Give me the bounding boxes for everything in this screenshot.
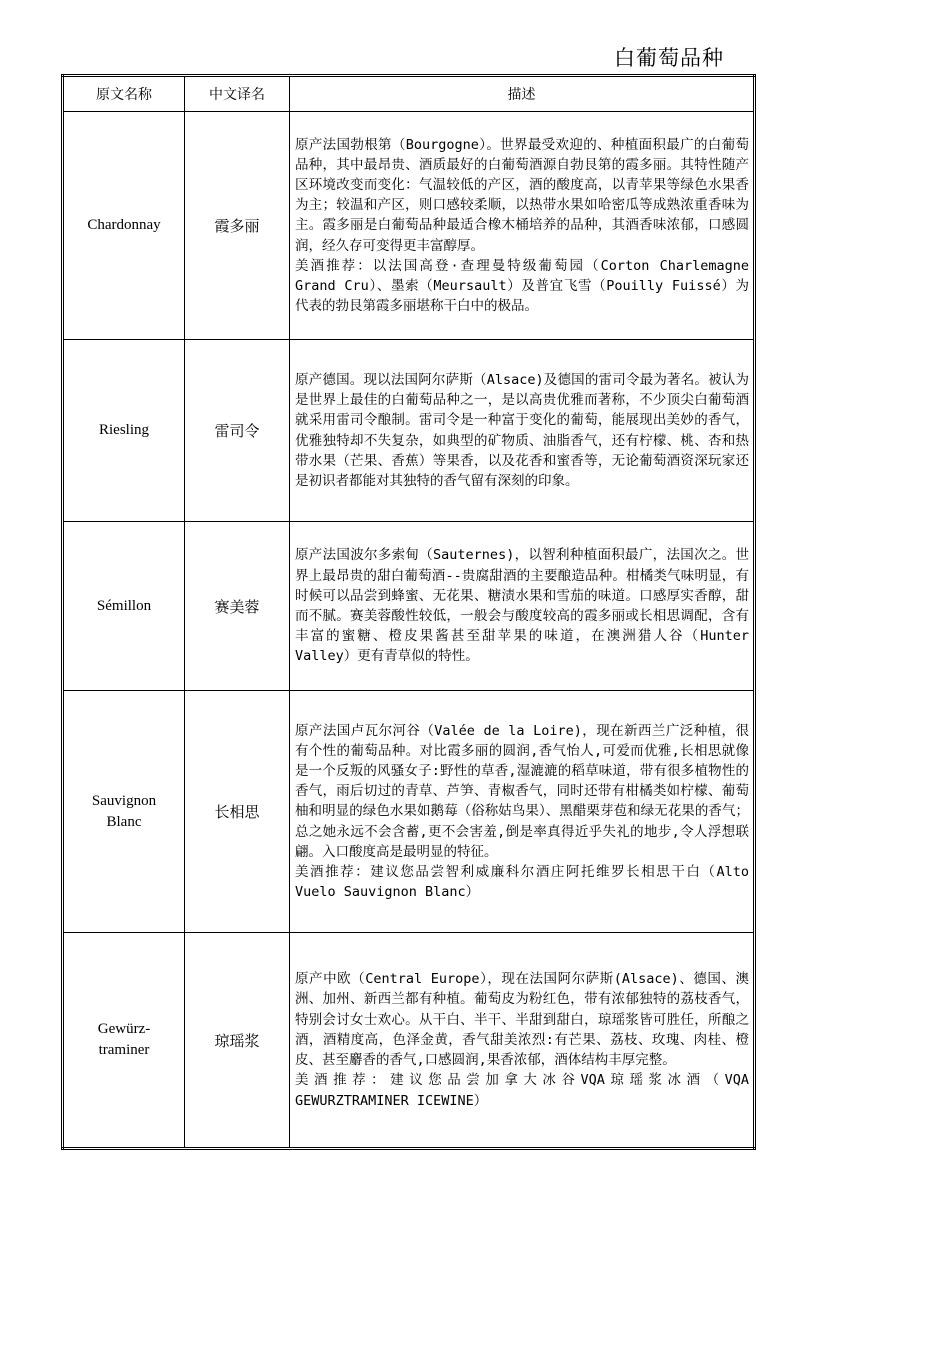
chinese-name-cell: 霞多丽	[185, 112, 290, 340]
description-cell	[290, 691, 758, 933]
header-original-name: 原文名称	[63, 76, 185, 112]
table-row	[63, 522, 755, 691]
description-cell	[290, 933, 758, 1149]
recommendation-text: 美酒推荐：建议您品尝智利威廉科尔酒庄阿托维罗长相思干白（Alto Vuelo Sauvignon Blanc）	[295, 864, 758, 901]
description-cell	[290, 522, 758, 691]
description-cell	[290, 112, 758, 340]
original-name-cell: Chardonnay	[63, 112, 185, 340]
table-header-row	[63, 76, 755, 112]
chinese-name-cell: 雷司令	[185, 340, 290, 522]
original-name-cell: Sémillon	[63, 522, 185, 691]
description-cell	[290, 340, 755, 522]
header-chinese-name: 中文译名	[185, 76, 290, 112]
header-description: 描述	[290, 76, 755, 112]
page-title: 白葡萄品种	[614, 46, 724, 70]
description-text: 原产法国波尔多索甸（Sauternes)，以智利种植面积最广，法国次之。世界上最昂贵的甜白葡萄酒--贵腐甜酒的主要酿造品种。柑橘类气味明显，有时候可以品尝到蜂蜜、无花果、糖渍水果和雪茄的味道。口感厚实香醇，甜而不腻。赛美蓉酸性较低，一般会与酸度较高的霞多丽或长相思调配，含有丰富的蜜糖、橙皮果酱甚至甜苹果的味道，在澳洲猎人谷（Hunter Valley）更有青草似的特性。	[295, 547, 758, 665]
recommendation-text: 美酒推荐：建议您品尝加拿大冰谷VQA琼瑶浆冰酒（VQA GEWURZTRAMINER ICEWINE）	[295, 1072, 758, 1109]
table-row	[63, 340, 755, 522]
table-row	[63, 933, 755, 1149]
table-row	[63, 691, 755, 933]
description-text: 原产法国勃根第（Bourgogne）。世界最受欢迎的、种植面积最广的白葡萄品种，其中最昂贵、酒质最好的白葡萄酒源自勃艮第的霞多丽。其特性随产区环境改变而变化：气温较低的产区，酒的酸度高，以青苹果等绿色水果香为主；较温和产区，则口感较柔顺，以热带水果如哈密瓜等成熟浓重香味为主。霞多丽是白葡萄品种最适合橡木桶培养的品种，其酒香味浓郁，口感圆润，经久存可变得更丰富醇厚。	[295, 136, 749, 254]
description-text: 原产中欧（Central Europe），现在法国阿尔萨斯(Alsace)、德国、澳洲、加州、新西兰都有种植。葡萄皮为粉红色，带有浓郁独特的荔枝香气，特别会讨女士欢心。从干白、半干、半甜到甜白，琼瑶浆皆可胜任，所酿之酒，酒精度高，色泽金黄，香气甜美浓烈:有芒果、荔枝、玫瑰、肉桂、橙皮、甚至麝香的香气,口感圆润,果香浓郁，酒体结构丰厚完整。	[295, 971, 749, 1069]
description-text: 原产法国卢瓦尔河谷（Valée de la Loire)，现在新西兰广泛种植，很有个性的葡萄品种。对比霞多丽的圆润,香气怡人,可爱而优雅,长相思就像是一个反叛的风骚女子:野性的草香,湿漉漉的稻草味道，带有很多植物性的香气，雨后切过的青草、芦笋、青椒香气，同时还带有柑橘类如柠檬、葡萄柚和明显的绿色水果如鹅莓（俗称姑鸟果）、黑醋栗芽苞和绿无花果的香气；总之她永远不会含蓄,更不会害羞,倒是率真得近乎失礼的地步,令人浮想联翩。入口酸度高是最明显的特征。	[295, 722, 749, 860]
recommendation-text: 美酒推荐：以法国高登·查理曼特级葡萄园（Corton Charlemagne Grand Cru）、墨索（Meursault）及普宜飞雪（Pouilly Fuissé）为代表的勃艮第霞多丽堪称干白中的极品。	[295, 257, 758, 315]
chinese-name-cell: 琼瑶浆	[185, 933, 290, 1149]
original-name-cell: Sauvignon Blanc	[63, 691, 185, 933]
description-text: 原产德国。现以法国阿尔萨斯（Alsace)及德国的雷司令最为著名。被认为是世界上最佳的白葡萄品种之一，是以高贵优雅而著称，不少顶尖白葡萄酒就采用雷司令酿制。雷司令是一种富于变化的葡萄，能展现出美妙的香气，优雅独特却不失复杂，如典型的矿物质、油脂香气，还有柠檬、桃、杏和热带水果（芒果、香蕉）等果香，以及花香和蜜香等，无论葡萄酒资深玩家还是初识者都能对其独特的香气留有深刻的印象。	[295, 371, 749, 489]
chinese-name-cell: 长相思	[185, 691, 290, 933]
chinese-name-cell: 赛美蓉	[185, 522, 290, 691]
table-row	[63, 112, 755, 340]
original-name-cell: Gewürz-traminer	[63, 933, 185, 1149]
original-name-cell: Riesling	[63, 340, 185, 522]
grape-variety-table	[61, 74, 756, 1150]
